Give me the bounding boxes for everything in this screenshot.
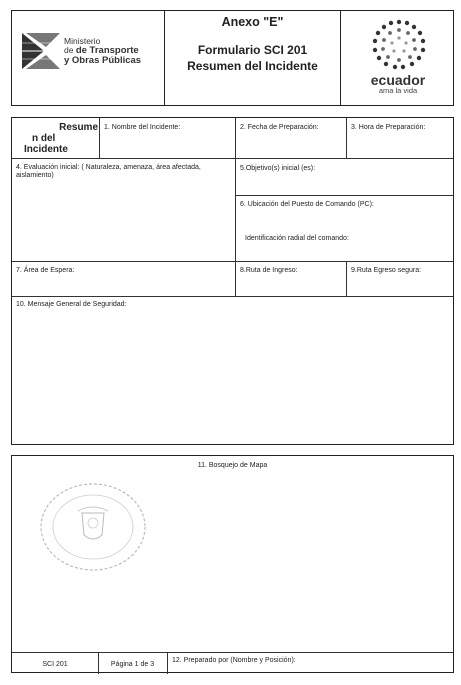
divider-v-mid-2 [235, 261, 236, 296]
field-ingress-route[interactable]: 8.Ruta de Ingreso: [240, 267, 298, 274]
field-map-sketch[interactable]: 11. Bosquejo de Mapa [197, 462, 268, 469]
divider-h-3 [12, 261, 453, 262]
annex-label: Anexo "E" [221, 15, 284, 29]
seal-stamp-icon [38, 481, 148, 573]
form-title: Formulario SCI 201 [197, 43, 308, 57]
field-command-radio-id[interactable]: Identificación radial del comando: [245, 235, 349, 242]
divider-v-right-2 [346, 261, 347, 296]
ministry-line-2: de de Transporte [64, 45, 139, 56]
ministry-logo-icon [22, 33, 60, 69]
side-title [20, 122, 98, 155]
divider-h-4 [12, 296, 453, 297]
ministry-line-1: Ministerio [64, 36, 101, 46]
field-prepared-by[interactable]: 12. Preparado por (Nombre y Posición): [172, 657, 296, 664]
brand-tagline: ama la vida [378, 86, 418, 95]
side-title-1: Resume [59, 122, 98, 133]
field-initial-evaluation[interactable] [16, 164, 231, 180]
ministry-line-2-text: de Transporte [75, 45, 139, 56]
form-subtitle: Resumen del Incidente [187, 59, 318, 73]
divider-v-right [346, 118, 347, 158]
divider-h-1 [12, 158, 453, 159]
field-initial-evaluation-line2: aislamiento) [16, 172, 54, 179]
field-preparation-time[interactable]: 3. Hora de Preparación: [351, 124, 426, 131]
field-safety-message[interactable]: 10. Mensaje General de Seguridad: [16, 301, 127, 308]
field-command-post-location[interactable]: 6. Ubicación del Puesto de Comando (PC): [240, 201, 374, 208]
divider-v-side [99, 118, 100, 158]
incident-form [11, 117, 454, 445]
divider-h-2 [235, 195, 454, 196]
document-header [11, 10, 454, 106]
footer-divider-v2 [167, 652, 168, 674]
footer-page-number: Página 1 de 3 [110, 661, 155, 668]
field-initial-evaluation-line1: 4. Evaluación inicial: ( Naturaleza, amenaza, área afectada, [16, 164, 201, 171]
field-initial-objectives[interactable]: 5.Objetivo(s) inicial (es): [240, 165, 316, 172]
map-sketch-section [11, 455, 454, 673]
side-title-3: Incidente [24, 144, 68, 155]
footer-divider [12, 652, 453, 653]
side-title-2: n del [32, 133, 56, 144]
ecuador-brand-logo-icon [362, 17, 436, 75]
footer-form-code: SCI 201 [42, 661, 68, 668]
brand-name: ecuador [370, 72, 426, 88]
ministry-line-3: y Obras Públicas [64, 55, 142, 66]
field-safe-egress-route[interactable]: 9.Ruta Egreso segura: [351, 267, 422, 274]
field-preparation-date[interactable]: 2. Fecha de Preparación: [240, 124, 319, 131]
field-incident-name[interactable]: 1. Nombre del Incidente: [104, 124, 181, 131]
field-staging-area[interactable]: 7. Área de Espera: [16, 267, 75, 274]
